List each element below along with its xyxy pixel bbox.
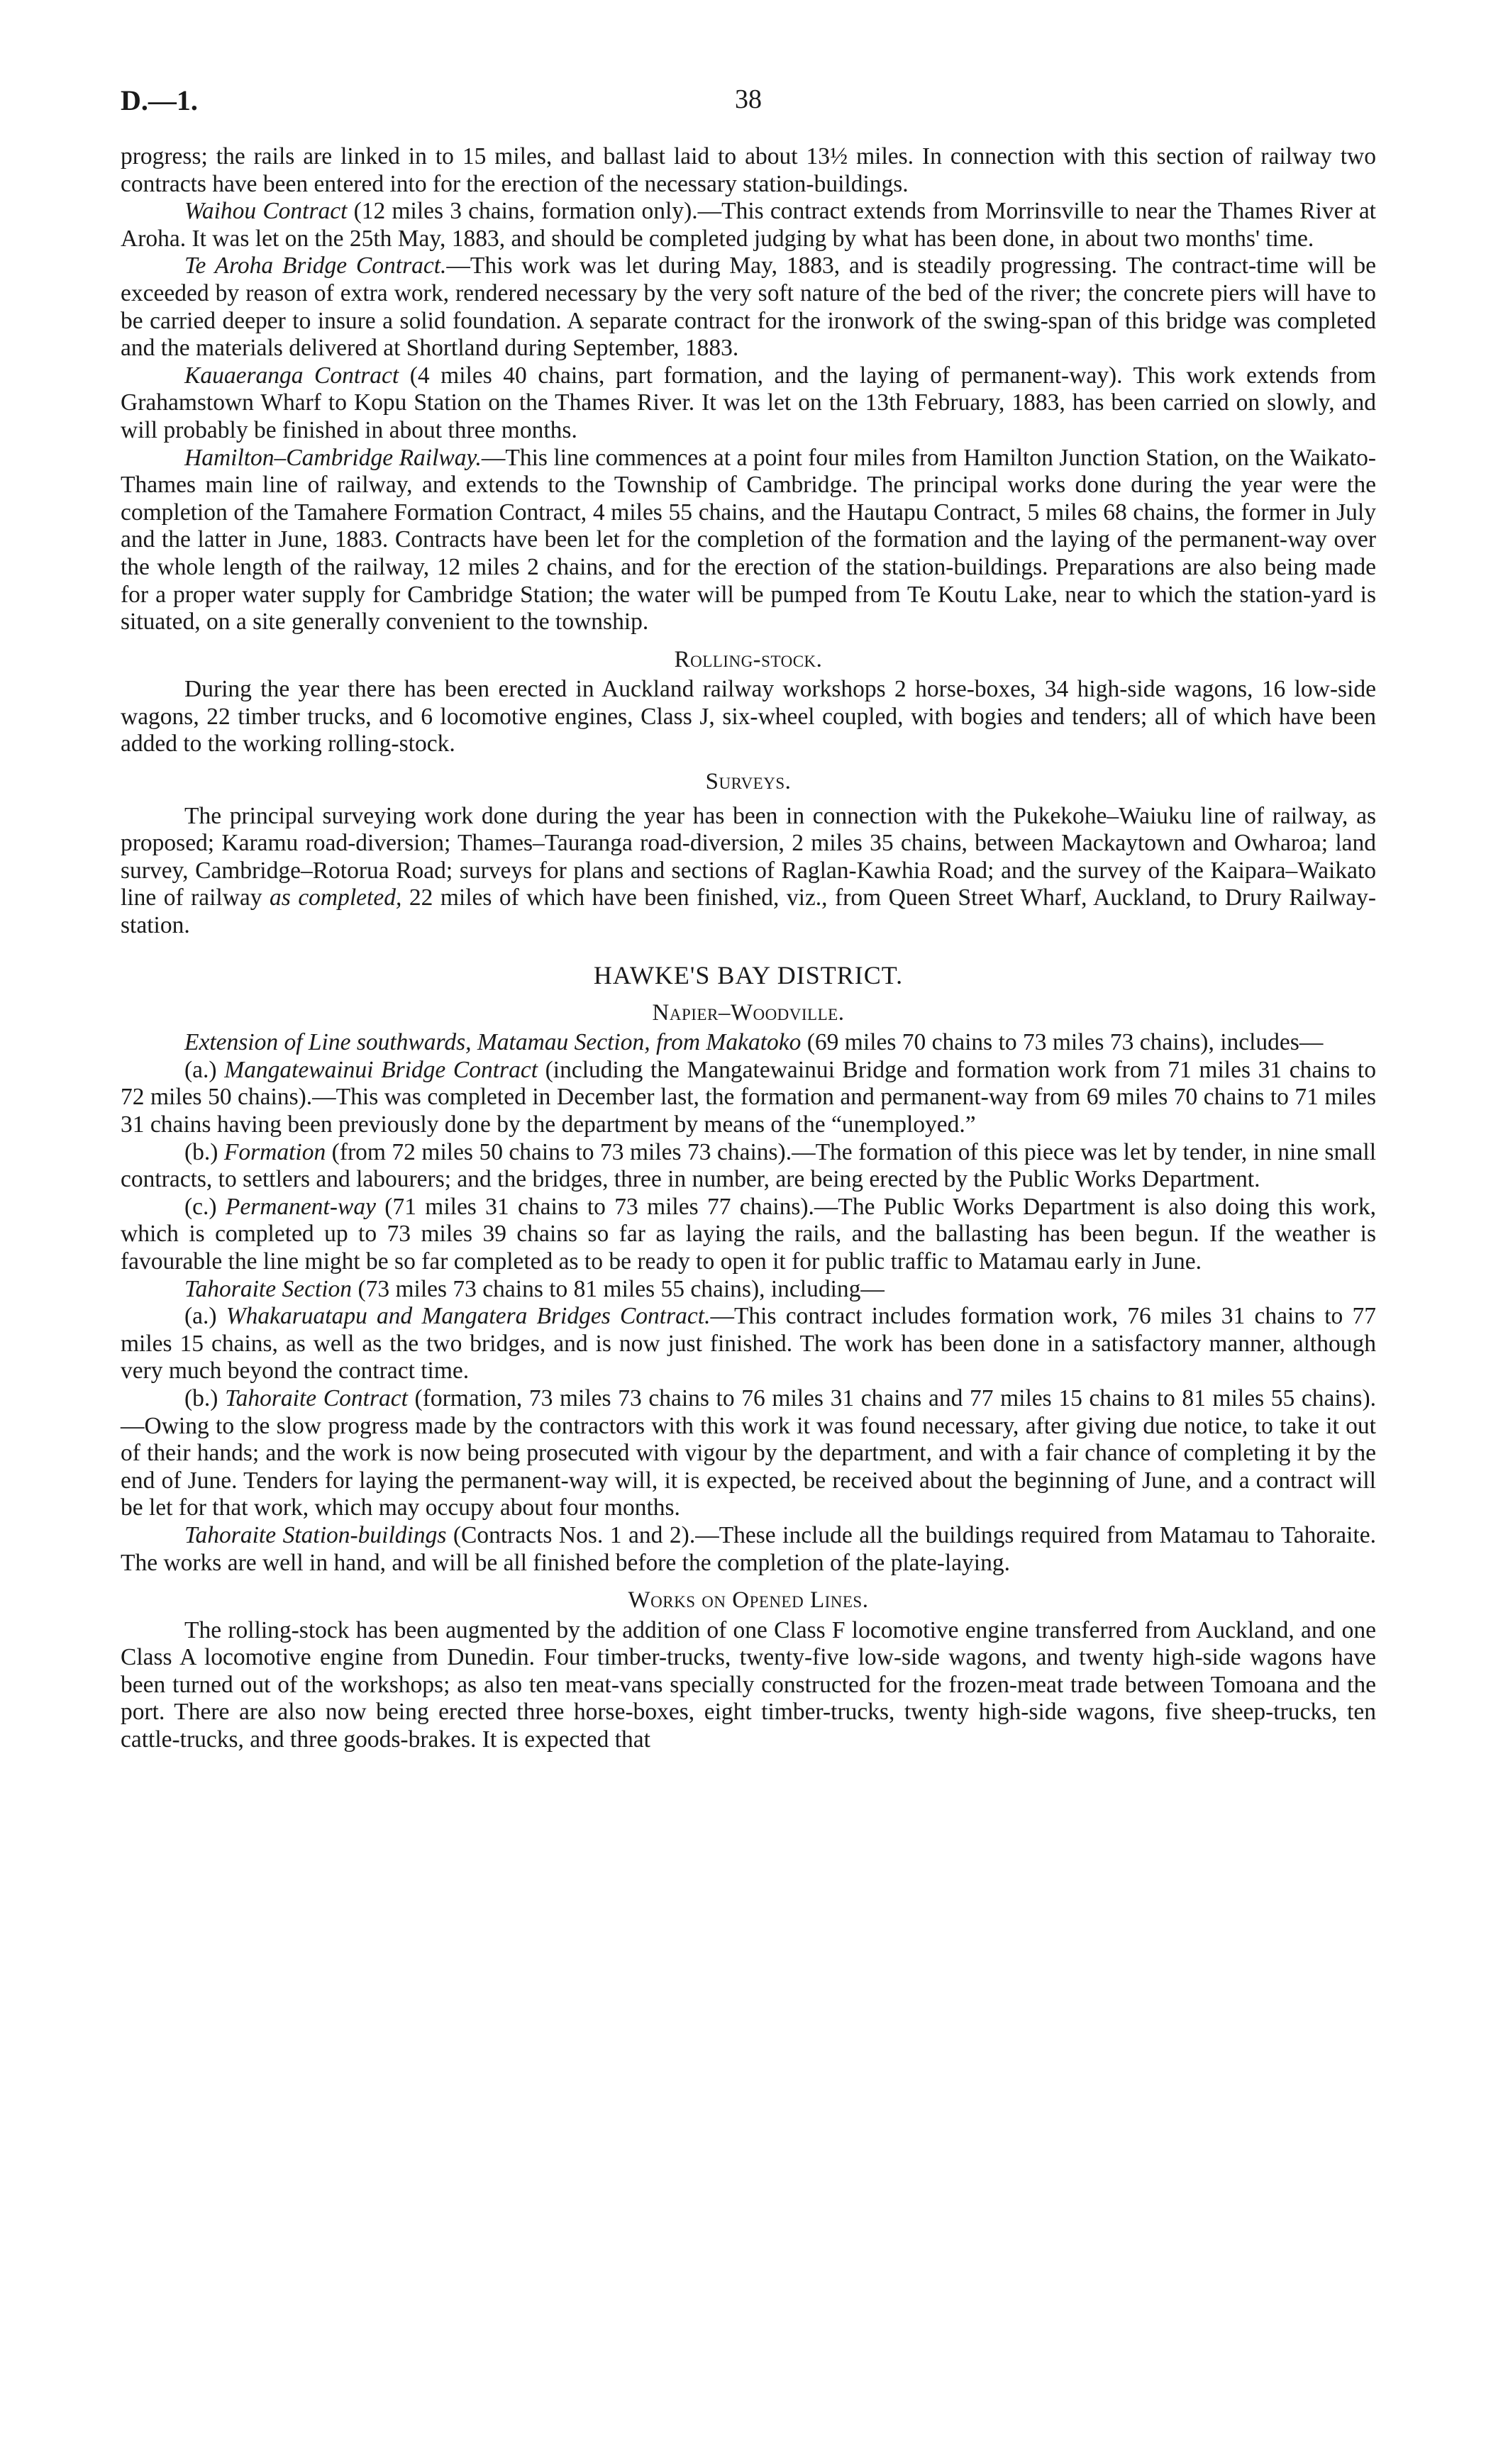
paragraph-text: (71 miles 31 chains to 73 miles 77 chains).—The Public Works Department is also doing this work, which is completed up to 73 miles 39 chains so far as laying the rails, and the ballasting has been begun. If the weather is favourable the line might be so far completed as to be ready to open it for public traffic to Matamau early in June. <box>121 1193 1376 1275</box>
page-header <box>121 78 1376 128</box>
item-label: (a.) <box>184 1303 226 1330</box>
paragraph-text: (formation, 73 miles 73 chains to 76 miles 31 chains and 77 miles 15 chains to 81 miles 55 chains).—Owing to the slow progress made by the contractors with this work it was found necessary, after giving due notice, to take it out of their hands; and the work is now being prosecuted with vigour by the department, and with a fair chance of completing it by the end of June. Tenders for laying the permanent-way will, it is expected, be received about the beginning of June, and a contract will be let for that work, which may occupy about four months. <box>121 1384 1376 1521</box>
paragraph-tahoraite-contract <box>121 1385 1376 1522</box>
paragraph-text: (including the Mangatewainui Bridge and formation work from 71 miles 31 chains to 72 miles 50 chains).—This was completed in December last, the formation and permanent-way from 69 miles 70 chains to 71 miles 31 chains having been previously done by the department by means of the “unemployed.” <box>121 1056 1376 1138</box>
page-number: 38 <box>735 84 762 114</box>
paragraph-title: Kauaeranga Contract <box>184 362 399 389</box>
section-heading-works-opened-lines: Works on Opened Lines. <box>628 1587 869 1614</box>
paragraph-progress: progress; the rails are linked in to 15 miles, and ballast laid to about 13½ miles. In connection with this section of railway two contracts have been entered into for the erection of the necessary station-buildings. <box>121 143 1376 197</box>
paragraph-whakaruatapu-bridges <box>121 1303 1376 1385</box>
paragraph-extension-southwards <box>121 1029 1376 1057</box>
paragraph-kauaeranga-contract <box>121 362 1376 445</box>
paragraph-title: Waihou Contract <box>184 198 348 225</box>
paragraph-text: 22 miles of which have been finished, viz., from Queen Street Wharf, Auckland, to Drury Railway-station. <box>121 884 1377 939</box>
document-page <box>121 78 1376 1754</box>
paragraph-surveys <box>121 803 1376 940</box>
paragraph-text: (12 miles 3 chains, formation only).—This contract extends from Morrinsville to near the Thames River at Aroha. It was let on the 25th May, 1883, and should be completed judging by what has been done, in about two months' time. <box>121 198 1376 252</box>
district-heading: HAWKE'S BAY DISTRICT. <box>593 960 904 989</box>
paragraph-formation <box>121 1139 1376 1194</box>
paragraph-title: Tahoraite Section <box>184 1275 353 1302</box>
paragraph-hamilton-cambridge <box>121 445 1376 636</box>
document-code: D.—1. <box>121 84 198 116</box>
paragraph-emphasis: as completed, <box>270 884 402 911</box>
paragraph-text: (Contracts Nos. 1 and 2).—These include all the buildings required from Matamau to Tahoraite. The works are well in hand, and will be all finished before the completion of the plate-laying. <box>121 1521 1376 1576</box>
item-label: (a.) <box>184 1056 225 1083</box>
section-heading-surveys: Surveys. <box>705 769 792 795</box>
paragraph-tahoraite-station-buildings <box>121 1522 1376 1577</box>
paragraph-waihou-contract <box>121 198 1376 252</box>
paragraph-title: Whakaruatapu and Mangatera Bridges Contract. <box>226 1303 711 1330</box>
paragraph-rolling-stock: During the year there has been erected in Auckland railway workshops 2 horse-boxes, 34 high-side wagons, 16 low-side wagons, 22 timber trucks, and 6 locomotive engines, Class J, six-wheel coupled, with bogies and tenders; all of which have been added to the working rolling-stock. <box>121 676 1376 757</box>
paragraph-text: The principal surveying work done during the year has been in connection with the Pukekohe–Waiuku line of railway, as proposed; Karamu road-diversion; Thames–Tauranga road-diversion, 2 miles 35 chains, between Mackaytown and Owharoa; land survey, Cambridge–Rotorua Road; surveys for plans and sections of Raglan-Kawhia Road; and the survey of the Kaipara–Waikato line of railway <box>121 802 1376 911</box>
paragraph-title: Permanent-way <box>225 1193 376 1220</box>
paragraph-title: Hamilton–Cambridge Railway. <box>184 444 482 471</box>
paragraph-title: Formation <box>223 1138 326 1165</box>
item-label: (b.) <box>184 1138 224 1165</box>
paragraph-text: (73 miles 73 chains to 81 miles 55 chains), including— <box>352 1275 885 1302</box>
paragraph-te-aroha-bridge <box>121 252 1376 362</box>
paragraph-title: Extension of Line southwards, Matamau Section, from Makatoko <box>184 1029 802 1056</box>
paragraph-text: (from 72 miles 50 chains to 73 miles 73 chains).—The formation of this piece was let by tender, in nine small contracts, to settlers and labourers; and the bridges, three in number, are being erected by the Public Works Department. <box>121 1138 1376 1193</box>
paragraph-title: Tahoraite Station-buildings <box>184 1521 447 1548</box>
paragraph-title: Tahoraite Contract <box>225 1384 408 1411</box>
section-heading-napier-woodville: Napier–Woodville. <box>652 999 845 1026</box>
paragraph-mangatewainui-bridge <box>121 1057 1376 1139</box>
paragraph-text: —This work was let during May, 1883, and is steadily progressing. The contract-time will be exceeded by reason of extra work, rendered necessary by the very soft nature of the bed of the river; the concrete piers will have to be carried deeper to insure a solid foundation. A separate contract for the ironwork of the swing-span of this bridge was completed and the materials delivered at Shortland during September, 1883. <box>121 252 1377 362</box>
paragraph-permanent-way <box>121 1194 1376 1276</box>
section-heading-rolling-stock: Rolling-stock. <box>674 646 823 672</box>
paragraph-text: (69 miles 70 chains to 73 miles 73 chains), includes— <box>801 1029 1324 1056</box>
paragraph-title: Te Aroha Bridge Contract. <box>184 252 447 279</box>
paragraph-text: —This contract includes formation work, 76 miles 31 chains to 77 miles 15 chains, as well as the two bridges, and is now just finished. The work has been done in a satisfactory manner, although very much beyond the contract time. <box>121 1303 1376 1384</box>
paragraph-tahoraite-section <box>121 1276 1376 1304</box>
paragraph-text: (4 miles 40 chains, part formation, and the laying of permanent-way). This work extends from Grahamstown Wharf to Kopu Station on the Thames River. It was let on the 13th February, 1883, has been carried on slowly, and will probably be finished in about three months. <box>121 362 1376 443</box>
paragraph-text: —This line commences at a point four miles from Hamilton Junction Station, on the Waikato-Thames main line of railway, and extends to the Township of Cambridge. The principal works done during the year were the completion of the Tamahere Formation Contract, 4 miles 55 chains, and the Hautapu Contract, 5 miles 68 chains, the former in July and the latter in June, 1883. Contracts have been let for the completion of the formation and the laying of the permanent-way over the whole length of the railway, 12 miles 2 chains, and for the erection of the station-buildings. Preparations are also being made for a proper water supply for Cambridge Station; the water will be pumped from Te Koutu Lake, near to which the station-yard is situated, on a site generally convenient to the township. <box>121 444 1376 636</box>
item-label: (c.) <box>184 1193 226 1220</box>
item-label: (b.) <box>184 1384 226 1411</box>
paragraph-title: Mangatewainui Bridge Contract <box>224 1056 538 1083</box>
paragraph-works-opened-lines: The rolling-stock has been augmented by the addition of one Class F locomotive engine transferred from Auckland, and one Class A locomotive engine from Dunedin. Four timber-trucks, twenty-five low-side wagons, and twenty high-side wagons have been turned out of the workshops; as also ten meat-vans specially constructed for the frozen-meat trade between Tomoana and the port. There are also now being erected three horse-boxes, eight timber-trucks, twenty high-side wagons, five sheep-trucks, ten cattle-trucks, and three goods-brakes. It is expected that <box>121 1616 1376 1753</box>
